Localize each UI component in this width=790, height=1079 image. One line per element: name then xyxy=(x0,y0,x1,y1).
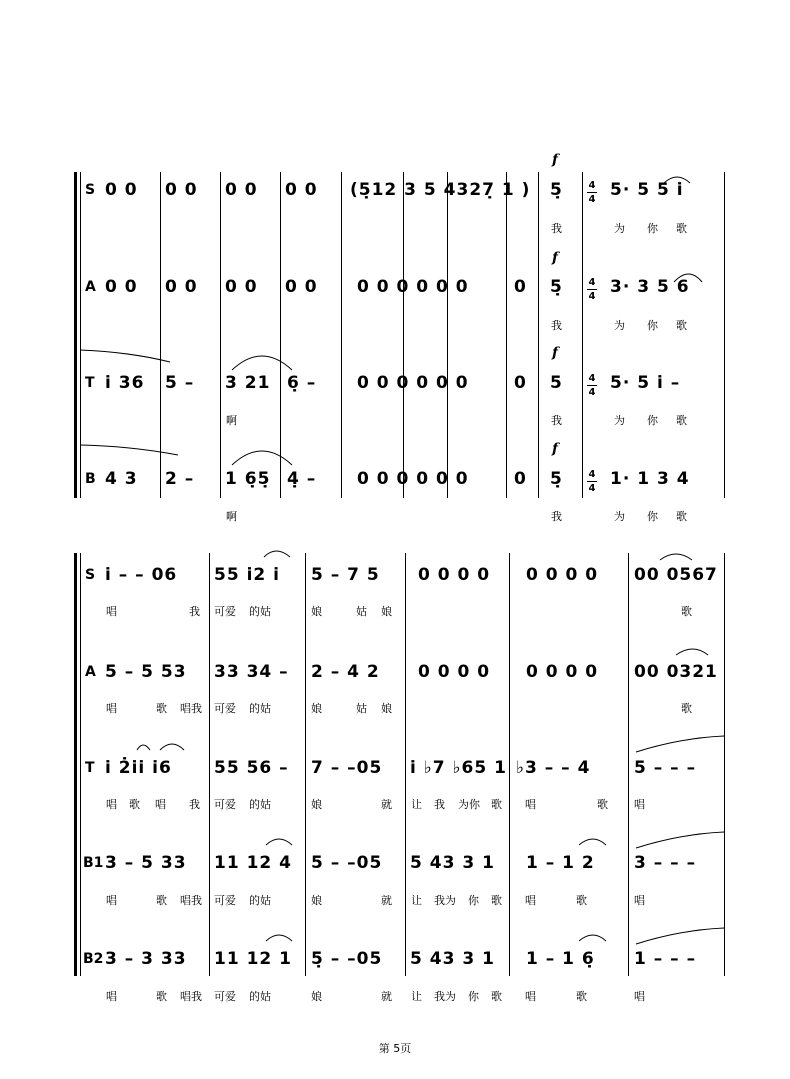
notes-measure: 0 0 xyxy=(105,277,138,297)
lyric: 就 xyxy=(381,894,392,907)
lyric: 可爱 xyxy=(214,798,236,811)
slur xyxy=(674,274,702,282)
notes-measure: i̇ 36 xyxy=(105,373,145,393)
part-label-bass-1: B1 xyxy=(83,855,104,871)
lyric: 歌 xyxy=(156,894,167,907)
notes-measure: 0 0 0 0 xyxy=(526,565,599,585)
notes-measure: 3· 3 5 6 xyxy=(610,277,690,297)
slur xyxy=(232,451,292,465)
slur xyxy=(137,745,150,750)
notes-measure: 1 – – – xyxy=(634,949,697,969)
lyric: 娘 xyxy=(311,798,322,811)
notes-measure: 5 43 3 1 xyxy=(410,853,495,873)
notes-measure: 0 0 0 0 xyxy=(418,662,491,682)
lyric: 娘 xyxy=(311,605,322,618)
lyric: 的姑 xyxy=(249,798,271,811)
lyric: 的姑 xyxy=(249,605,271,618)
lyric: 的姑 xyxy=(249,990,271,1003)
lyric: 歌 xyxy=(676,222,687,235)
notes-measure: 5 xyxy=(550,373,563,393)
lyric: 我为 xyxy=(434,990,456,1003)
lyric: 歌 xyxy=(576,894,587,907)
lyric: 唱 xyxy=(106,798,117,811)
lyric: 我 xyxy=(189,798,200,811)
notes-measure: (5̣12 3 5 4327̣ 1 ) xyxy=(350,180,531,200)
notes-measure: 0 0 xyxy=(105,180,138,200)
notes-measure: 0 xyxy=(514,373,527,393)
lyric: 你 xyxy=(647,414,658,427)
lyric: 让 xyxy=(411,798,422,811)
notes-measure: 1 6̣5̣ xyxy=(225,469,271,489)
part-label-soprano: S xyxy=(85,567,96,583)
notes-measure: 11 12 1 xyxy=(214,949,292,969)
lyric: 唱 xyxy=(106,894,117,907)
lyric: 唱 xyxy=(634,990,645,1003)
notes-measure: 0 0 0 0 xyxy=(418,565,491,585)
notes-measure: 0 0 xyxy=(285,277,318,297)
lyric: 我 xyxy=(434,798,445,811)
slur xyxy=(636,928,724,944)
lyric: 我 xyxy=(551,510,562,523)
notes-measure: 6̣ – xyxy=(287,373,317,393)
notes-measure: 0 0 0 0 0 0 xyxy=(357,277,469,297)
lyric: 可爱 xyxy=(214,990,236,1003)
lyric: 为 xyxy=(614,414,625,427)
lyric: 娘 xyxy=(381,702,392,715)
slur xyxy=(160,744,184,750)
lyric: 歌 xyxy=(156,990,167,1003)
notes-measure: 55 56 – xyxy=(214,758,289,778)
notes-measure: 11 12 4 xyxy=(214,853,292,873)
lyric: 唱 xyxy=(106,702,117,715)
lyric: 姑 xyxy=(356,605,367,618)
notes-measure: i̇ ♭7 ♭65 1 xyxy=(410,758,507,778)
slur xyxy=(80,445,178,455)
lyric: 娘 xyxy=(311,990,322,1003)
lyric: 为 xyxy=(614,319,625,332)
lyric: 歌 xyxy=(676,510,687,523)
slur xyxy=(232,356,292,370)
lyric: 姑 xyxy=(356,702,367,715)
notes-measure: 5̣ xyxy=(550,277,563,297)
slur xyxy=(636,736,724,752)
part-label-alto: A xyxy=(85,279,96,295)
lyric: 歌 xyxy=(576,990,587,1003)
dynamic-forte: f xyxy=(552,345,559,361)
notes-measure: 4̣ – xyxy=(287,469,317,489)
notes-measure: 3 21 xyxy=(225,373,271,393)
notes-measure: 0 0 xyxy=(165,180,198,200)
lyric: 为 xyxy=(614,222,625,235)
lyric: 唱 xyxy=(525,894,536,907)
slur xyxy=(660,554,692,560)
lyric: 就 xyxy=(381,990,392,1003)
lyric: 为 xyxy=(614,510,625,523)
lyric: 歌 xyxy=(491,894,502,907)
slur xyxy=(266,839,292,845)
notes-measure: 5 – – – xyxy=(634,758,697,778)
notes-measure: 7 – –05 xyxy=(311,758,383,778)
lyric: 你 xyxy=(647,222,658,235)
lyric: 唱 xyxy=(106,990,117,1003)
notes-measure: 4 3 xyxy=(105,469,138,489)
lyric: 歌 xyxy=(491,990,502,1003)
lyric: 歌 xyxy=(129,798,140,811)
notes-measure: 3 – 5 33 xyxy=(105,853,187,873)
dynamic-forte: f xyxy=(552,250,559,266)
notes-measure: 5 – 7 5 xyxy=(311,565,380,585)
lyric: 我 xyxy=(551,319,562,332)
lyric: 歌 xyxy=(681,702,692,715)
notes-measure: 0 0 xyxy=(285,180,318,200)
lyric: 为你 xyxy=(458,798,480,811)
lyric: 你 xyxy=(647,510,658,523)
notes-measure: 2 – 4 2 xyxy=(311,662,380,682)
slur xyxy=(579,839,606,845)
notes-measure: 00 0321 xyxy=(634,662,718,682)
lyric: 我 xyxy=(551,222,562,235)
notes-measure: 0 0 xyxy=(225,180,258,200)
lyric: 我为 xyxy=(434,894,456,907)
time-signature: 4 4 xyxy=(588,180,596,205)
notes-measure: 5̣ xyxy=(550,469,563,489)
notes-measure: 5 – –05 xyxy=(311,853,383,873)
notes-measure: 0 0 0 0 xyxy=(526,662,599,682)
lyric: 娘 xyxy=(311,894,322,907)
lyric: 你 xyxy=(468,990,479,1003)
notes-measure: ♭3 – – 4 xyxy=(516,758,591,778)
slur xyxy=(664,177,690,183)
time-signature: 4 4 xyxy=(588,277,596,302)
lyric: 唱 xyxy=(525,798,536,811)
notes-measure: 5· 5 i̇ – xyxy=(610,373,681,393)
notes-measure: 0 0 0 0 0 0 xyxy=(357,373,469,393)
lyric: 你 xyxy=(647,319,658,332)
lyric: 就 xyxy=(381,798,392,811)
slur xyxy=(266,935,292,941)
lyric: 可爱 xyxy=(214,894,236,907)
lyric: 的姑 xyxy=(249,894,271,907)
dynamic-forte: f xyxy=(552,441,559,457)
notes-measure: 2 – xyxy=(165,469,195,489)
notes-measure: 0 0 0 0 0 0 xyxy=(357,469,469,489)
time-signature: 4 4 xyxy=(588,469,596,494)
slur xyxy=(80,350,170,362)
notes-measure: 0 0 xyxy=(165,277,198,297)
lyric: 我 xyxy=(551,414,562,427)
lyric: 啊 xyxy=(226,414,237,427)
lyric: 我 xyxy=(189,605,200,618)
page-number: 第 5页 xyxy=(378,1042,412,1055)
lyric: 唱 xyxy=(634,798,645,811)
notes-measure: 5· 5 5 i̇ xyxy=(610,180,684,200)
lyric: 歌 xyxy=(676,414,687,427)
slur xyxy=(676,649,708,655)
lyric: 唱我 xyxy=(180,702,202,715)
notes-measure: 5̣ – –05 xyxy=(311,949,383,969)
lyric: 让 xyxy=(411,894,422,907)
notes-measure: 55 i̇2 i̇ xyxy=(214,565,280,585)
notes-measure: i̇ – – 06 xyxy=(105,565,178,585)
lyric: 唱我 xyxy=(180,894,202,907)
lyric: 唱 xyxy=(155,798,166,811)
lyric: 歌 xyxy=(597,798,608,811)
lyric: 的姑 xyxy=(249,702,271,715)
part-label-alto: A xyxy=(85,664,96,680)
lyric: 歌 xyxy=(681,605,692,618)
notes-measure: 0 0 xyxy=(225,277,258,297)
part-label-bass-2: B2 xyxy=(83,951,104,967)
lyric: 你 xyxy=(468,894,479,907)
notes-measure: 0 xyxy=(514,469,527,489)
notes-measure: 3 – – – xyxy=(634,853,697,873)
lyric: 啊 xyxy=(226,510,237,523)
notes-measure: 5 43 3 1 xyxy=(410,949,495,969)
notes-measure: 5̣ xyxy=(550,180,563,200)
lyric: 可爱 xyxy=(214,605,236,618)
lyric: 唱 xyxy=(634,894,645,907)
notes-measure: 1 – 1 6̣ xyxy=(526,949,595,969)
notes-measure: 33 34 – xyxy=(214,662,289,682)
notes-measure: 00 0567 xyxy=(634,565,718,585)
part-label-tenor: T xyxy=(85,375,95,391)
notes-measure: 5 – xyxy=(165,373,195,393)
notes-measure: i̇ 2̇i̇i̇ i̇6 xyxy=(105,758,172,778)
lyric: 歌 xyxy=(156,702,167,715)
time-signature: 4 4 xyxy=(588,373,596,398)
part-label-tenor: T xyxy=(85,760,95,776)
lyric: 让 xyxy=(411,990,422,1003)
notes-measure: 0 xyxy=(514,277,527,297)
part-label-bass: B xyxy=(85,471,96,487)
part-label-soprano: S xyxy=(85,182,96,198)
lyric: 唱 xyxy=(106,605,117,618)
lyric: 娘 xyxy=(311,702,322,715)
notes-measure: 1· 1 3 4 xyxy=(610,469,690,489)
lyric: 可爱 xyxy=(214,702,236,715)
lyric: 歌 xyxy=(676,319,687,332)
notes-measure: 1 – 1 2 xyxy=(526,853,595,873)
notes-measure: 3 – 3 33 xyxy=(105,949,187,969)
lyric: 唱 xyxy=(525,990,536,1003)
lyric: 娘 xyxy=(381,605,392,618)
dynamic-forte: f xyxy=(552,152,559,168)
slur xyxy=(264,551,290,557)
slur xyxy=(636,832,724,848)
slur xyxy=(579,935,606,941)
lyric: 歌 xyxy=(491,798,502,811)
notes-measure: 5 – 5 53 xyxy=(105,662,187,682)
lyric: 唱我 xyxy=(180,990,202,1003)
